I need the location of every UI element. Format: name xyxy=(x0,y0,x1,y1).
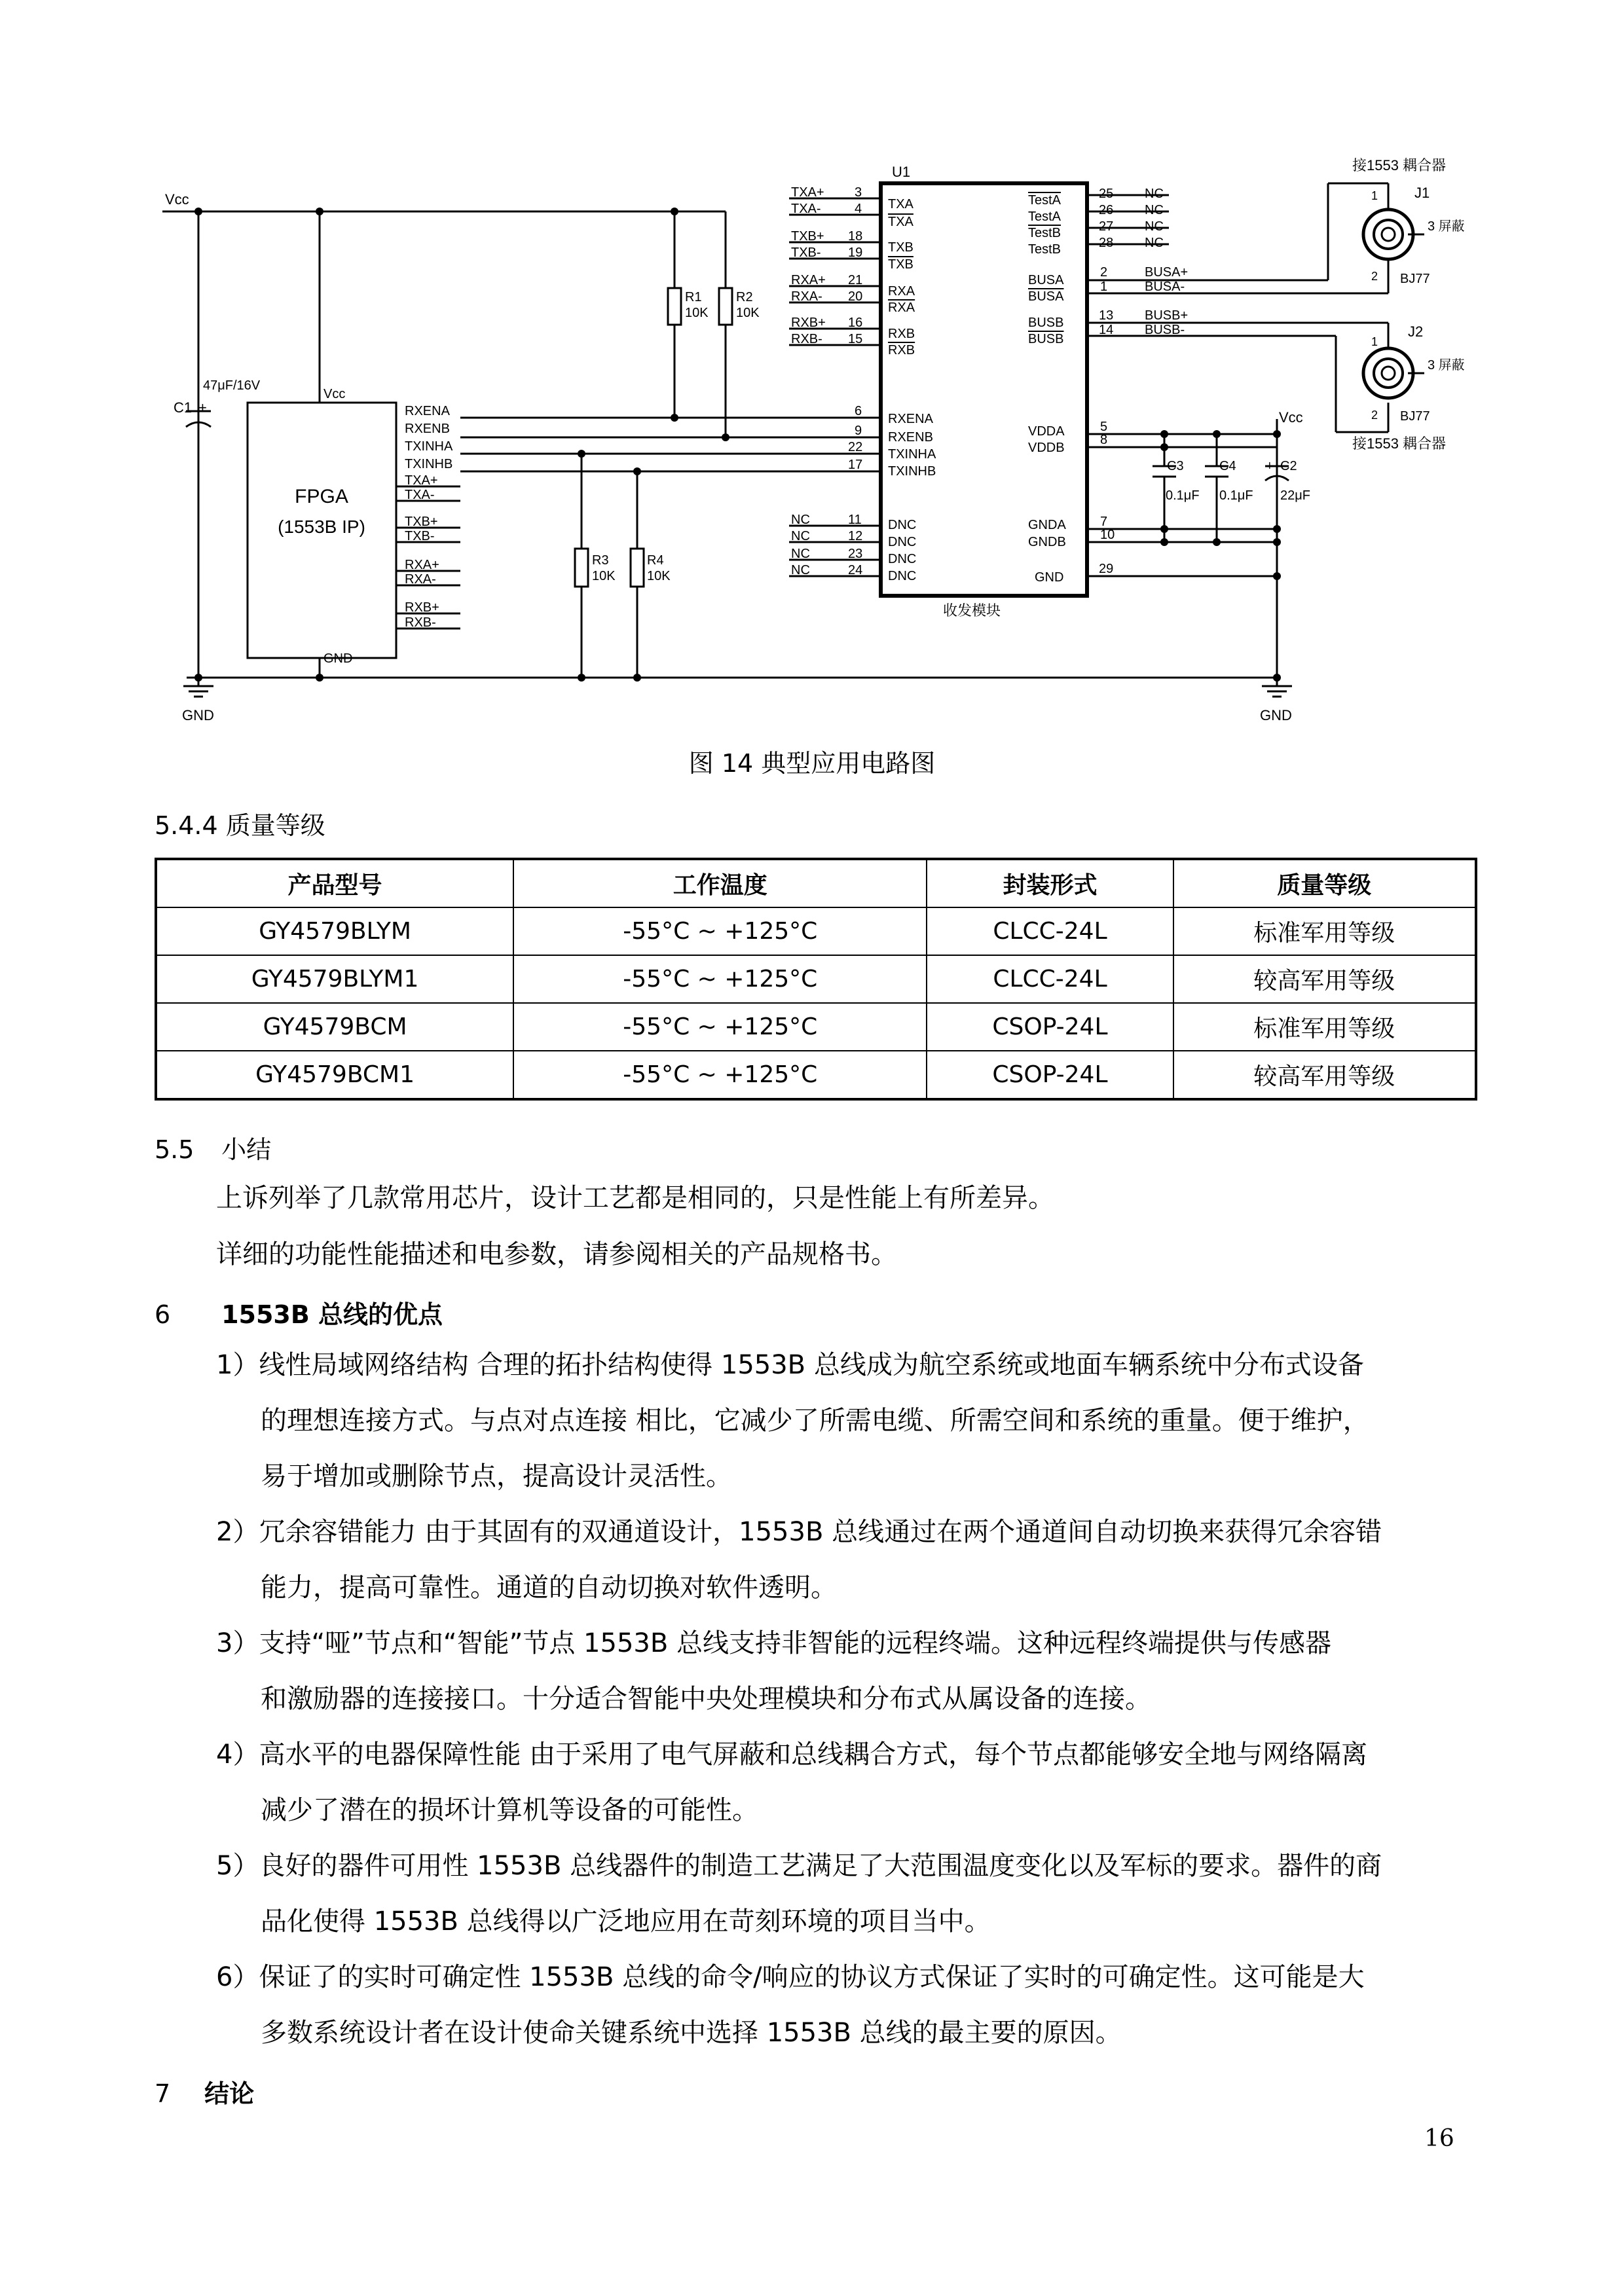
pin-num: 14 xyxy=(1099,323,1114,337)
pin-num: 13 xyxy=(1099,308,1114,323)
pin-ext: RXA+ xyxy=(791,273,826,287)
fpga-vcc-pin: Vcc xyxy=(323,387,346,401)
table-cell: -55°C ~ +125°C xyxy=(513,907,927,955)
r2-name: R2 xyxy=(736,290,753,304)
advantage-6-line-1: 6）保证了的实时可确定性 1553B 总线的命令/响应的协议方式保证了实时的可确定性。这可能是大 xyxy=(216,1962,1365,1992)
section-5-4-4-heading xyxy=(155,805,325,841)
gnd-label-right: GND xyxy=(1260,707,1292,723)
pin-ext: RXB+ xyxy=(791,316,826,330)
pin-num: 19 xyxy=(848,246,863,260)
pin-num: 23 xyxy=(848,547,863,561)
table-cell: 较高军用等级 xyxy=(1173,1051,1476,1099)
section-title: 小结 xyxy=(221,1135,272,1164)
c4-name: C4 xyxy=(1219,459,1236,473)
pin-num: 17 xyxy=(848,458,863,472)
fpga-pin: TXB- xyxy=(405,529,435,543)
pin-name: BUSA xyxy=(1028,289,1064,304)
pin-ext: NC xyxy=(1145,236,1164,250)
summary-line-2: 详细的功能性能描述和电参数，请参阅相关的产品规格书。 xyxy=(216,1239,897,1269)
pin-name: DNC xyxy=(888,535,917,549)
pin-num: 1 xyxy=(1100,280,1108,294)
j1-pin2: 2 xyxy=(1371,270,1378,283)
table-cell: GY4579BLYM xyxy=(156,907,513,955)
c1-value: 47μF/16V xyxy=(203,378,261,393)
table-cell: -55°C ~ +125°C xyxy=(513,955,927,1003)
pin-num: 15 xyxy=(848,332,863,346)
pin-name: RXA xyxy=(888,284,915,299)
pin-num: 29 xyxy=(1099,562,1114,576)
pin-ext: RXB- xyxy=(791,332,822,346)
table-cell: GY4579BCM xyxy=(156,1003,513,1051)
pin-name: RXB xyxy=(888,327,915,341)
fpga-pin: RXB+ xyxy=(405,600,439,615)
pin-name: GNDB xyxy=(1028,535,1066,549)
pin-ext: NC xyxy=(1145,219,1164,234)
table-cell: CLCC-24L xyxy=(927,907,1173,955)
c2-polarity: + xyxy=(1266,459,1274,473)
section-title: 结论 xyxy=(204,2079,255,2108)
pin-ext: TXA+ xyxy=(791,185,824,200)
pin-num: 24 xyxy=(848,563,863,577)
fpga-pin: RXENB xyxy=(405,422,450,436)
advantage-4-line-1: 4）高水平的电器保障性能 由于采用了电气屏蔽和总线耦合方式，每个节点都能够安全地与网络隔离 xyxy=(216,1740,1368,1770)
vcc-label-left: Vcc xyxy=(165,191,189,208)
fpga-pin-labels xyxy=(405,404,453,630)
pin-num: 2 xyxy=(1100,265,1108,280)
pin-ext: NC xyxy=(791,563,810,577)
pin-num: 26 xyxy=(1099,203,1114,217)
pin-name: TXINHA xyxy=(888,447,936,462)
pin-num: 8 xyxy=(1100,433,1108,447)
table-cell: GY4579BCM1 xyxy=(156,1051,513,1099)
pin-name: TXINHB xyxy=(888,464,936,479)
fpga-pin: TXB+ xyxy=(405,515,438,529)
pin-num: 22 xyxy=(848,440,863,454)
advantage-2-line-2: 能力，提高可靠性。通道的自动切换对软件透明。 xyxy=(261,1573,837,1603)
j1-name: J1 xyxy=(1414,185,1430,201)
table-cell: 较高军用等级 xyxy=(1173,955,1476,1003)
table-cell: 标准军用等级 xyxy=(1173,1003,1476,1051)
fpga-pin: RXENA xyxy=(405,404,450,418)
table-header-row xyxy=(156,859,1476,907)
pin-num: 27 xyxy=(1099,219,1114,234)
section-7-heading xyxy=(155,2073,254,2109)
pin-num: 21 xyxy=(848,273,863,287)
c1-polarity: + xyxy=(198,399,207,416)
advantage-2-line-1: 2）冗余容错能力 由于其固有的双通道设计，1553B 总线通过在两个通道间自动切换来获得冗余容错 xyxy=(216,1517,1382,1547)
summary-line-1: 上诉列举了几款常用芯片，设计工艺都是相同的，只是性能上有所差异。 xyxy=(216,1183,1054,1213)
table-row xyxy=(156,1003,1476,1051)
resistor-r1 xyxy=(668,288,681,325)
advantage-3-line-1: 3）支持“哑”节点和“智能”节点 1553B 总线支持非智能的远程终端。这种远程终端提供与传感器 xyxy=(216,1628,1332,1658)
gnd-label-left: GND xyxy=(182,707,214,723)
pin-name: VDDA xyxy=(1028,424,1065,439)
pin-ext: NC xyxy=(791,513,810,527)
pin-name: RXA xyxy=(888,301,915,315)
c2-value: 22μF xyxy=(1280,488,1310,503)
advantage-5-line-2: 品化使得 1553B 总线得以广泛地应用在苛刻环境的项目当中。 xyxy=(261,1906,991,1937)
table-cell: CSOP-24L xyxy=(927,1051,1173,1099)
pin-num: 18 xyxy=(848,229,863,244)
r1-name: R1 xyxy=(685,290,702,304)
table-cell: 标准军用等级 xyxy=(1173,907,1476,955)
pin-ext: RXA- xyxy=(791,289,822,304)
j1-pin1: 1 xyxy=(1371,189,1378,202)
pin-num: 6 xyxy=(855,404,862,418)
pin-name: TXB xyxy=(888,240,913,255)
pin-ext: NC xyxy=(791,547,810,561)
j2-type: BJ77 xyxy=(1400,409,1430,424)
pin-name: RXENB xyxy=(888,430,933,445)
u1-sublabel: 收发模块 xyxy=(943,602,1001,619)
quality-grade-table xyxy=(155,858,1477,1101)
pin-ext: BUSB- xyxy=(1145,323,1185,337)
pin-num: 11 xyxy=(848,513,862,527)
section-number: 6 xyxy=(155,1300,171,1329)
gnd-symbol-left xyxy=(183,678,213,697)
c1-label: C1 xyxy=(174,399,193,416)
section-6-heading xyxy=(155,1294,443,1330)
j1-pin3: 3 屏蔽 xyxy=(1428,219,1465,234)
r3-name: R3 xyxy=(592,553,609,568)
pin-ext: BUSB+ xyxy=(1145,308,1189,323)
fpga-gnd-pin: GND xyxy=(323,651,353,666)
pin-num: 4 xyxy=(855,202,862,216)
fpga-pin: TXA+ xyxy=(405,473,438,488)
pin-num: 10 xyxy=(1100,528,1115,542)
pin-num: 3 xyxy=(855,185,862,200)
pin-num: 16 xyxy=(848,316,863,330)
fpga-pin: TXINHB xyxy=(405,457,453,471)
fpga-pin: TXA- xyxy=(405,488,435,502)
pin-num: 9 xyxy=(855,424,862,438)
figure-caption: 图 14 典型应用电路图 xyxy=(688,749,936,778)
pin-name: TXA xyxy=(888,197,913,211)
r2-value: 10K xyxy=(736,306,760,320)
section-number: 5.5 xyxy=(155,1135,194,1164)
table-header: 封装形式 xyxy=(927,859,1173,907)
pin-ext: BUSA+ xyxy=(1145,265,1189,280)
pin-name: TestB xyxy=(1028,242,1061,257)
pin-ext: NC xyxy=(791,529,810,543)
vcc-label-right: Vcc xyxy=(1279,409,1303,426)
advantage-1-line-2: 的理想连接方式。与点对点连接 相比，它减少了所需电缆、所需空间和系统的重量。便于维护， xyxy=(261,1406,1369,1436)
pin-name: TestA xyxy=(1028,210,1061,224)
pin-ext: NC xyxy=(1145,187,1164,201)
c3-name: C3 xyxy=(1167,459,1184,473)
pin-name: DNC xyxy=(888,518,917,532)
j2-name: J2 xyxy=(1408,323,1424,340)
pin-num: 20 xyxy=(848,289,863,304)
j2-pin3: 3 屏蔽 xyxy=(1428,358,1465,373)
pin-ext: NC xyxy=(1145,203,1164,217)
table-cell: -55°C ~ +125°C xyxy=(513,1003,927,1051)
typical-application-circuit xyxy=(0,0,1624,733)
section-title: 1553B 总线的优点 xyxy=(221,1300,443,1329)
pin-ext: TXB- xyxy=(791,246,821,260)
u1-name: U1 xyxy=(892,164,911,180)
fpga-pin: TXINHA xyxy=(405,439,453,454)
table-header: 产品型号 xyxy=(156,859,513,907)
c4-value: 0.1μF xyxy=(1219,488,1253,503)
fpga-title: FPGA xyxy=(295,486,348,507)
j1-title: 接1553 耦合器 xyxy=(1352,157,1447,173)
table-header: 质量等级 xyxy=(1173,859,1476,907)
section-number: 7 xyxy=(155,2079,171,2108)
pin-name: TestA xyxy=(1028,193,1061,208)
advantage-6-line-2: 多数系统设计者在设计使命关键系统中选择 1553B 总线的最主要的原因。 xyxy=(261,2018,1122,2048)
section-title: 质量等级 xyxy=(225,811,325,840)
table-row xyxy=(156,955,1476,1003)
resistor-r3 xyxy=(575,549,588,587)
pin-num: 7 xyxy=(1100,515,1108,529)
pin-name: VDDB xyxy=(1028,441,1065,455)
pin-name: BUSB xyxy=(1028,316,1064,330)
pin-name: TestB xyxy=(1028,226,1061,240)
fpga-subtitle: (1553B IP) xyxy=(278,517,365,537)
pin-name: GNDA xyxy=(1028,518,1066,532)
pin-name: TXA xyxy=(888,215,913,229)
pin-name: RXB xyxy=(888,343,915,357)
pin-num: 12 xyxy=(848,529,863,543)
table-cell: CSOP-24L xyxy=(927,1003,1173,1051)
table-cell: GY4579BLYM1 xyxy=(156,955,513,1003)
table-cell: CLCC-24L xyxy=(927,955,1173,1003)
pin-name: BUSA xyxy=(1028,273,1064,287)
gnd-symbol-right xyxy=(1262,678,1292,697)
r1-value: 10K xyxy=(685,306,709,320)
section-number: 5.4.4 xyxy=(155,811,218,840)
resistor-r2 xyxy=(719,288,732,325)
connector-j1 xyxy=(1352,157,1465,286)
table-header: 工作温度 xyxy=(513,859,927,907)
pin-name: BUSB xyxy=(1028,332,1064,346)
pin-num: 28 xyxy=(1099,236,1114,250)
j2-title: 接1553 耦合器 xyxy=(1352,435,1447,452)
r4-name: R4 xyxy=(647,553,664,568)
table-row xyxy=(156,907,1476,955)
advantage-4-line-2: 减少了潜在的损坏计算机等设备的可能性。 xyxy=(261,1795,758,1825)
pin-name: RXENA xyxy=(888,412,933,426)
table-cell: -55°C ~ +125°C xyxy=(513,1051,927,1099)
j1-type: BJ77 xyxy=(1400,272,1430,286)
r3-value: 10K xyxy=(592,569,616,583)
pin-name: TXB xyxy=(888,257,913,272)
advantage-1-line-3: 易于增加或删除节点，提高设计灵活性。 xyxy=(261,1461,732,1491)
c2-name: C2 xyxy=(1280,459,1297,473)
j2-pin1: 1 xyxy=(1371,335,1378,348)
resistor-r4 xyxy=(631,549,644,587)
table-row xyxy=(156,1051,1476,1099)
r4-value: 10K xyxy=(647,569,671,583)
pin-ext: TXB+ xyxy=(791,229,824,244)
pin-num: 25 xyxy=(1099,187,1114,201)
fpga-pin: RXA+ xyxy=(405,558,439,572)
pin-name: DNC xyxy=(888,569,917,583)
advantage-3-line-2: 和激励器的连接接口。十分适合智能中央处理模块和分布式从属设备的连接。 xyxy=(261,1684,1151,1714)
pin-name: GND xyxy=(1035,570,1064,585)
j2-pin2: 2 xyxy=(1371,409,1378,422)
capacitor-labels xyxy=(1166,459,1310,503)
section-5-5-heading xyxy=(155,1129,271,1165)
fpga-pin: RXA- xyxy=(405,572,436,587)
pin-ext: TXA- xyxy=(791,202,821,216)
page-number: 16 xyxy=(1424,2125,1454,2152)
pin-ext: BUSA- xyxy=(1145,280,1185,294)
pin-name: DNC xyxy=(888,552,917,566)
advantage-5-line-1: 5）良好的器件可用性 1553B 总线器件的制造工艺满足了大范围温度变化以及军标的要求。器件的商 xyxy=(216,1851,1382,1881)
advantage-1-line-1: 1）线性局域网络结构 合理的拓扑结构使得 1553B 总线成为航空系统或地面车辆系统中分布式设备 xyxy=(216,1350,1364,1380)
c3-value: 0.1μF xyxy=(1166,488,1200,503)
fpga-pin: RXB- xyxy=(405,615,436,630)
pin-num: 5 xyxy=(1100,420,1108,434)
